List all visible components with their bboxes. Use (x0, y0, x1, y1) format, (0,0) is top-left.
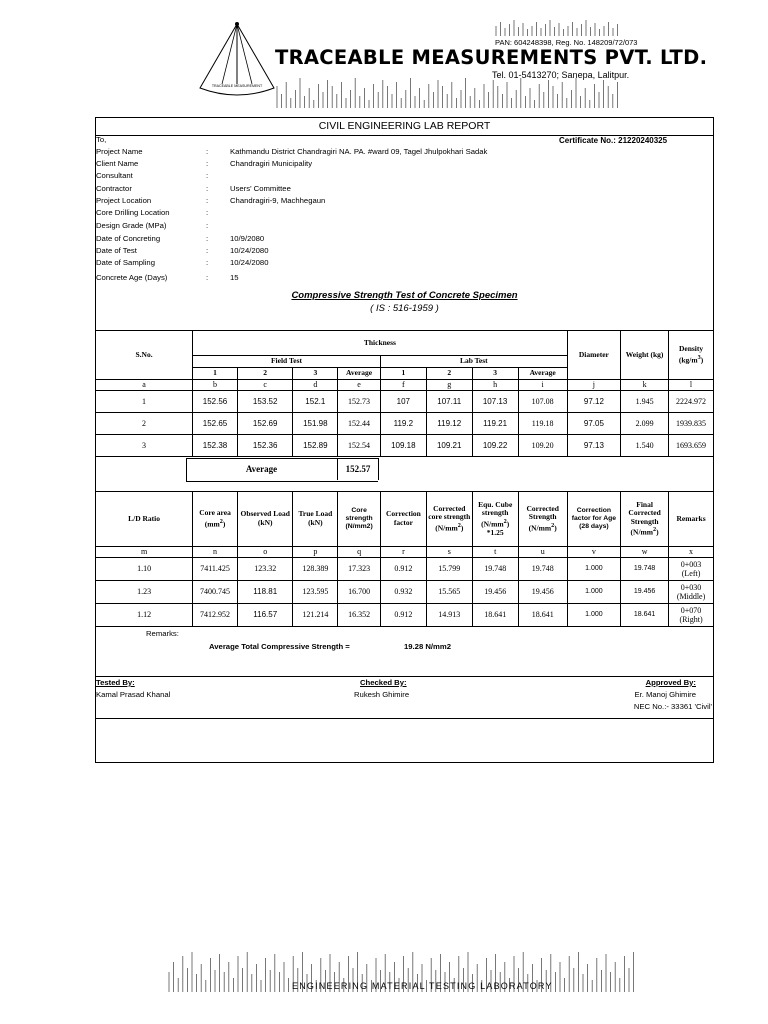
table-cell: 123.595 (293, 581, 338, 604)
column-letter: v (567, 547, 620, 558)
table-row (96, 413, 714, 435)
info-colon: : (206, 208, 209, 217)
table-cell: 18.641 (472, 604, 518, 627)
table-cell: 17.323 (338, 558, 381, 581)
column-letter: p (293, 547, 338, 558)
col-weight: Weight (kg) (621, 331, 669, 380)
column-letter: s (426, 547, 472, 558)
info-colon: : (206, 258, 209, 267)
info-label: Client Name (96, 159, 139, 168)
column-letter: n (193, 547, 238, 558)
info-colon: : (206, 171, 209, 180)
info-label: Design Grade (MPa) (96, 221, 167, 230)
col-remarks: Remarks (669, 492, 714, 547)
table-cell: 19.456 (518, 581, 567, 604)
ruler-decoration-top (495, 20, 620, 36)
table-cell: 19.748 (621, 558, 669, 581)
col-density: Density $(kg/m^3)$ (669, 331, 714, 380)
table-row (96, 581, 714, 604)
table-cell: 15.799 (426, 558, 472, 581)
table-cell: 152.54 (338, 435, 381, 457)
test-title: Compressive Strength Test of Concrete Specimen (291, 290, 518, 301)
col-true-load: True Load (kN) (293, 492, 338, 547)
info-label: Date of Sampling (96, 258, 155, 267)
table-cell: 152.69 (237, 413, 292, 435)
col-corrected-strength: Corrected Strength $(N/mm^2)$ (518, 492, 567, 547)
company-phone-address: Tel. 01-5413270; Sanepa, Lalitpur. (492, 70, 630, 80)
divider (95, 676, 714, 677)
table-cell: 109.22 (472, 435, 518, 457)
table-cell: 119.21 (472, 413, 518, 435)
table-cell: 153.52 (237, 391, 292, 413)
column-letter: e (338, 380, 381, 391)
table-cell: 1.945 (621, 391, 669, 413)
info-value: Users' Committee (230, 184, 291, 193)
column-letter: k (621, 380, 669, 391)
table-row (96, 435, 714, 457)
table-cell: 2.099 (621, 413, 669, 435)
column-letter: u (518, 547, 567, 558)
table-cell: 109.21 (426, 435, 472, 457)
tested-by-label: Tested By: (96, 678, 135, 687)
col-observed-load: Observed Load (kN) (237, 492, 293, 547)
info-value: 10/9/2080 (230, 234, 265, 243)
info-label: Date of Test (96, 246, 137, 255)
info-colon: : (206, 221, 209, 230)
col-sno: S.No. (96, 331, 193, 380)
col-corrected-core: Corrected core strength $(N/mm^2)$ (426, 492, 472, 547)
table-cell: 116.57 (237, 604, 293, 627)
column-letter-row (96, 380, 714, 391)
approved-by-label: Approved By: (645, 678, 696, 687)
info-value: 15 (230, 273, 239, 282)
table-cell: 19.748 (518, 558, 567, 581)
col-field-test: Field Test (193, 356, 381, 368)
report-title: CIVIL ENGINEERING LAB REPORT (318, 120, 491, 132)
table-cell: 1939.835 (669, 413, 714, 435)
col-field-1: 1 (193, 368, 238, 380)
column-letter: a (96, 380, 193, 391)
info-label: Consultant (96, 171, 133, 180)
info-value: Kathmandu District Chandragiri NA. PA. #ward 09, Tagel Jhulpokhari Sadak (230, 147, 488, 156)
strength-table (95, 491, 714, 627)
column-letter: b (193, 380, 238, 391)
col-correction-factor: Correction factor (380, 492, 426, 547)
table-cell: 119.12 (426, 413, 472, 435)
column-letter: t (472, 547, 518, 558)
column-letter: h (472, 380, 518, 391)
info-label: Project Name (96, 147, 143, 156)
info-value: Chandragiri-9, Machhegaun (230, 196, 326, 205)
table-cell: 18.641 (518, 604, 567, 627)
col-field-average: Average (338, 368, 381, 380)
col-correction-age: Correction factor for Age (28 days) (567, 492, 620, 547)
column-letter: x (669, 547, 714, 558)
pan-registration: PAN: 604248398, Reg. No. 148209/72/073 (495, 38, 638, 47)
table-cell: 121.214 (293, 604, 338, 627)
company-logo (192, 18, 282, 96)
certificate-label: Certificate No.: (559, 136, 616, 145)
table-cell: 107.11 (426, 391, 472, 413)
col-equ-cube: Equ. Cube strength $(N/mm^2)$ *1.25 (472, 492, 518, 547)
column-letter: j (567, 380, 620, 391)
table-cell: 128.389 (293, 558, 338, 581)
table-cell: 152.36 (237, 435, 292, 457)
approved-by-name: Er. Manoj Ghimire (634, 690, 696, 699)
info-value: 10/24/2080 (230, 258, 269, 267)
table-cell: 97.13 (567, 435, 620, 457)
column-letter: i (518, 380, 567, 391)
col-lab-test: Lab Test (380, 356, 567, 368)
table-cell: 123.32 (237, 558, 293, 581)
info-value: Chandragiri Municipality (230, 159, 313, 168)
column-letter: q (338, 547, 381, 558)
info-colon: : (206, 196, 209, 205)
table-cell: 151.98 (293, 413, 338, 435)
table-cell: 7412.952 (193, 604, 238, 627)
col-final-strength: Final Corrected Strength $(N/mm^2)$ (621, 492, 669, 547)
col-field-3: 3 (293, 368, 338, 380)
column-letter: f (380, 380, 426, 391)
table-cell: 97.05 (567, 413, 620, 435)
table-cell: 18.641 (621, 604, 669, 627)
info-label: To, (96, 135, 107, 144)
column-letter: r (380, 547, 426, 558)
col-core-area: Core area $(mm^2)$ (193, 492, 238, 547)
info-colon: : (206, 184, 209, 193)
info-colon: : (206, 147, 209, 156)
average-label: Average (245, 464, 278, 474)
table-cell: 1.000 (567, 558, 620, 581)
info-colon: : (206, 273, 209, 282)
table-cell: 2 (96, 413, 193, 435)
table-cell: 7411.425 (193, 558, 238, 581)
footer-lab-name: ENGINEERING MATERIAL TESTING LABORATORY (292, 981, 553, 991)
table-cell: 2224.972 (669, 391, 714, 413)
column-letter: l (669, 380, 714, 391)
table-cell: 15.565 (426, 581, 472, 604)
remarks-cell: 0+030 (Middle) (669, 581, 714, 604)
table-cell: 16.352 (338, 604, 381, 627)
table-cell: 109.18 (380, 435, 426, 457)
certificate-value: 21220240325 (618, 136, 668, 145)
table-cell: 152.73 (338, 391, 381, 413)
table-cell: 97.12 (567, 391, 620, 413)
table-cell: 19.456 (621, 581, 669, 604)
table-cell: 19.748 (472, 558, 518, 581)
nec-number: NEC No.:- 33361 'Civil' (633, 702, 712, 711)
info-label: Project Location (96, 196, 152, 205)
table-cell: 152.38 (193, 435, 238, 457)
col-lab-average: Average (518, 368, 567, 380)
table-cell: 1.12 (96, 604, 193, 627)
table-cell: 1.23 (96, 581, 193, 604)
table-cell: 1693.659 (669, 435, 714, 457)
company-name: TRACEABLE MEASUREMENTS PVT. LTD. (275, 46, 708, 69)
col-lab-1: 1 (380, 368, 426, 380)
table-cell: 107.13 (472, 391, 518, 413)
table-cell: 3 (96, 435, 193, 457)
ruler-decoration-bottom (276, 76, 621, 108)
divider (95, 718, 714, 719)
avg-strength-label: Average Total Compressive Strength = (209, 642, 350, 651)
col-field-2: 2 (237, 368, 292, 380)
table-cell: 1.540 (621, 435, 669, 457)
table-cell: 14.913 (426, 604, 472, 627)
checked-by-label: Checked By: (360, 678, 407, 687)
table-cell: 1.000 (567, 604, 620, 627)
table-cell: 0.932 (380, 581, 426, 604)
info-label: Core Drilling Location (96, 208, 170, 217)
table-cell: 107 (380, 391, 426, 413)
table-row (96, 391, 714, 413)
tested-by-name: Kamal Prasad Khanal (96, 690, 171, 699)
table-row (96, 604, 714, 627)
table-cell: 1.000 (567, 581, 620, 604)
average-value: 152.57 (337, 458, 379, 480)
table-cell: 107.08 (518, 391, 567, 413)
column-letter-row (96, 547, 714, 558)
table-cell: 152.65 (193, 413, 238, 435)
column-letter: d (293, 380, 338, 391)
info-colon: : (206, 234, 209, 243)
table-cell: 19.456 (472, 581, 518, 604)
column-letter: w (621, 547, 669, 558)
table-cell: 109.20 (518, 435, 567, 457)
remarks-cell: 0+070 (Right) (669, 604, 714, 627)
logo-text: TRACEABLE MEASUREMENT (211, 84, 263, 88)
column-letter: m (96, 547, 193, 558)
col-lab-3: 3 (472, 368, 518, 380)
remarks-label: Remarks: (146, 629, 179, 638)
column-letter: c (237, 380, 292, 391)
table-row (96, 558, 714, 581)
col-diameter: Diameter (567, 331, 620, 380)
col-lab-2: 2 (426, 368, 472, 380)
col-ld-ratio: L/D Ratio (96, 492, 193, 547)
table-cell: 0.912 (380, 558, 426, 581)
table-cell: 1 (96, 391, 193, 413)
thickness-table (95, 330, 714, 457)
table-cell: 119.18 (518, 413, 567, 435)
table-cell: 0.912 (380, 604, 426, 627)
table-cell: 1.10 (96, 558, 193, 581)
table-cell: 7400.745 (193, 581, 238, 604)
table-cell: 152.56 (193, 391, 238, 413)
avg-strength-value: 19.28 N/mm2 (404, 642, 452, 651)
info-label: Concrete Age (Days) (96, 273, 168, 282)
col-core-strength: Core strength (N/mm2) (338, 492, 381, 547)
certificate-number (559, 136, 667, 145)
test-standard: ( IS : 516-1959 ) (370, 303, 439, 314)
checked-by-name: Rukesh Ghimire (354, 690, 410, 699)
column-letter: g (426, 380, 472, 391)
table-cell: 118.81 (237, 581, 293, 604)
info-value: 10/24/2080 (230, 246, 269, 255)
table-cell: 152.1 (293, 391, 338, 413)
column-letter: o (237, 547, 293, 558)
table-cell: 152.89 (293, 435, 338, 457)
info-label: Contractor (96, 184, 132, 193)
table-cell: 119.2 (380, 413, 426, 435)
info-label: Date of Concreting (96, 234, 161, 243)
table-cell: 16.700 (338, 581, 381, 604)
info-colon: : (206, 159, 209, 168)
remarks-cell: 0+003 (Left) (669, 558, 714, 581)
col-thickness: Thickness (193, 331, 568, 356)
table-cell: 152.44 (338, 413, 381, 435)
info-colon: : (206, 246, 209, 255)
